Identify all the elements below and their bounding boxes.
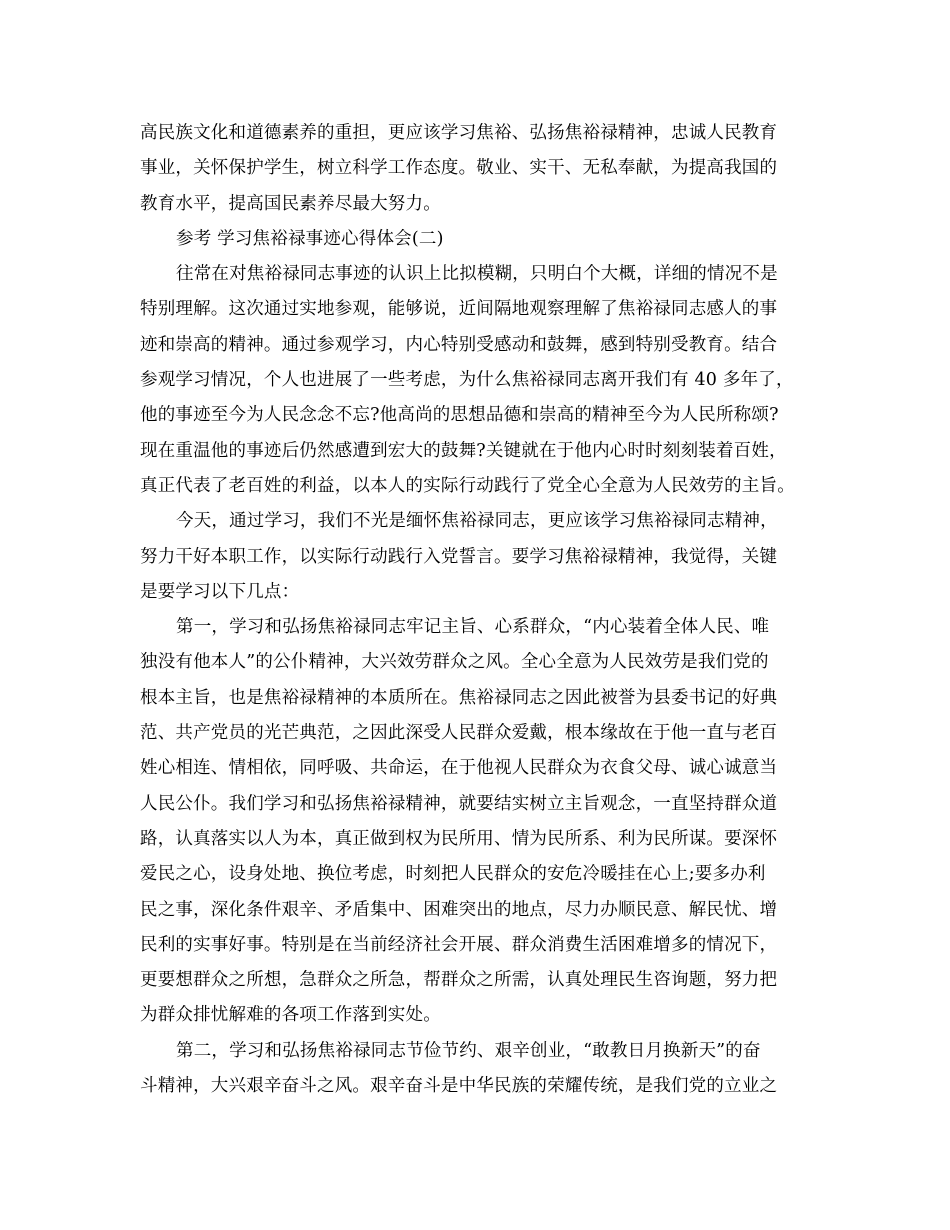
document-body bbox=[140, 116, 830, 1104]
text-line: 是要学习以下几点： bbox=[140, 581, 300, 602]
text-line: 参考 学习焦裕禄事迹心得体会(二) bbox=[176, 228, 444, 249]
text-line: 人民公仆。我们学习和弘扬焦裕禄精神，就要结实树立主旨观念，一直坚持群众道 bbox=[140, 793, 778, 814]
text-line: 现在重温他的事迹后仍然感遭到宏大的鼓舞?关键就在于他内心时时刻刻装着百姓， bbox=[140, 440, 787, 461]
text-line: 为群众排忧解难的各项工作落到实处。 bbox=[140, 1005, 441, 1026]
text-line: 努力干好本职工作，以实际行动践行入党誓言。要学习焦裕禄精神，我觉得，关键 bbox=[140, 546, 778, 567]
text-line: 参观学习情况，个人也进展了一些考虑，为什么焦裕禄同志离开我们有 40 多年了， bbox=[140, 370, 794, 391]
text-line: 民利的实事好事。特别是在当前经济社会开展、群众消费生活困难增多的情况下， bbox=[140, 934, 778, 955]
text-line: 往常在对焦裕禄同志事迹的认识上比拟模糊，只明白个大概，详细的情况不是 bbox=[176, 264, 778, 285]
text-line: 他的事迹至今为人民念念不忘?他高尚的思想品德和崇高的精神至今为人民所称颂? bbox=[140, 405, 779, 426]
text-line: 爱民之心，设身处地、换位考虑，时刻把人民群众的安危冷暖挂在心上;要多办利 bbox=[140, 864, 766, 885]
text-line: 第二，学习和弘扬焦裕禄同志节俭节约、艰辛创业，“敢教日月换新天”的奋 bbox=[176, 1040, 761, 1061]
text-line: 姓心相连、情相依，同呼吸、共命运，在于他视人民群众为衣食父母、诚心诚意当 bbox=[140, 758, 778, 779]
text-line: 教育水平，提高国民素养尽最大努力。 bbox=[140, 193, 441, 214]
text-line: 真正代表了老百姓的利益，以本人的实际行动践行了党全心全意为人民效劳的主旨。 bbox=[140, 475, 795, 496]
text-line: 事业，关怀保护学生，树立科学工作态度。敬业、实干、无私奉献，为提高我国的 bbox=[140, 158, 778, 179]
text-line: 路，认真落实以人为本，真正做到权为民所用、情为民所系、利为民所谋。要深怀 bbox=[140, 828, 778, 849]
text-line: 第一，学习和弘扬焦裕禄同志牢记主旨、心系群众，“内心装着全体人民、唯 bbox=[176, 617, 770, 638]
text-line: 民之事，深化条件艰辛、矛盾集中、困难突出的地点，尽力办顺民意、解民忧、增 bbox=[140, 899, 778, 920]
text-line: 更要想群众之所想，急群众之所急，帮群众之所需，认真处理民生咨询题，努力把 bbox=[140, 970, 778, 991]
text-line: 斗精神，大兴艰辛奋斗之风。艰辛奋斗是中华民族的荣耀传统，是我们党的立业之 bbox=[140, 1076, 778, 1097]
text-line: 特别理解。这次通过实地参观，能够说，近间隔地观察理解了焦裕禄同志感人的事 bbox=[140, 299, 778, 320]
text-line: 范、共产党员的光芒典范，之因此深受人民群众爱戴，根本缘故在于他一直与老百 bbox=[140, 723, 778, 744]
text-line: 今天，通过学习，我们不光是缅怀焦裕禄同志，更应该学习焦裕禄同志精神， bbox=[176, 511, 778, 532]
text-line: 根本主旨，也是焦裕禄精神的本质所在。焦裕禄同志之因此被誉为县委书记的好典 bbox=[140, 687, 778, 708]
text-line: 迹和崇高的精神。通过参观学习，内心特别受感动和鼓舞，感到特别受教育。结合 bbox=[140, 334, 778, 355]
text-line: 独没有他本人”的公仆精神，大兴效劳群众之风。全心全意为人民效劳是我们党的 bbox=[140, 652, 769, 673]
text-line: 高民族文化和道德素养的重担，更应该学习焦裕、弘扬焦裕禄精神，忠诚人民教育 bbox=[140, 123, 778, 143]
